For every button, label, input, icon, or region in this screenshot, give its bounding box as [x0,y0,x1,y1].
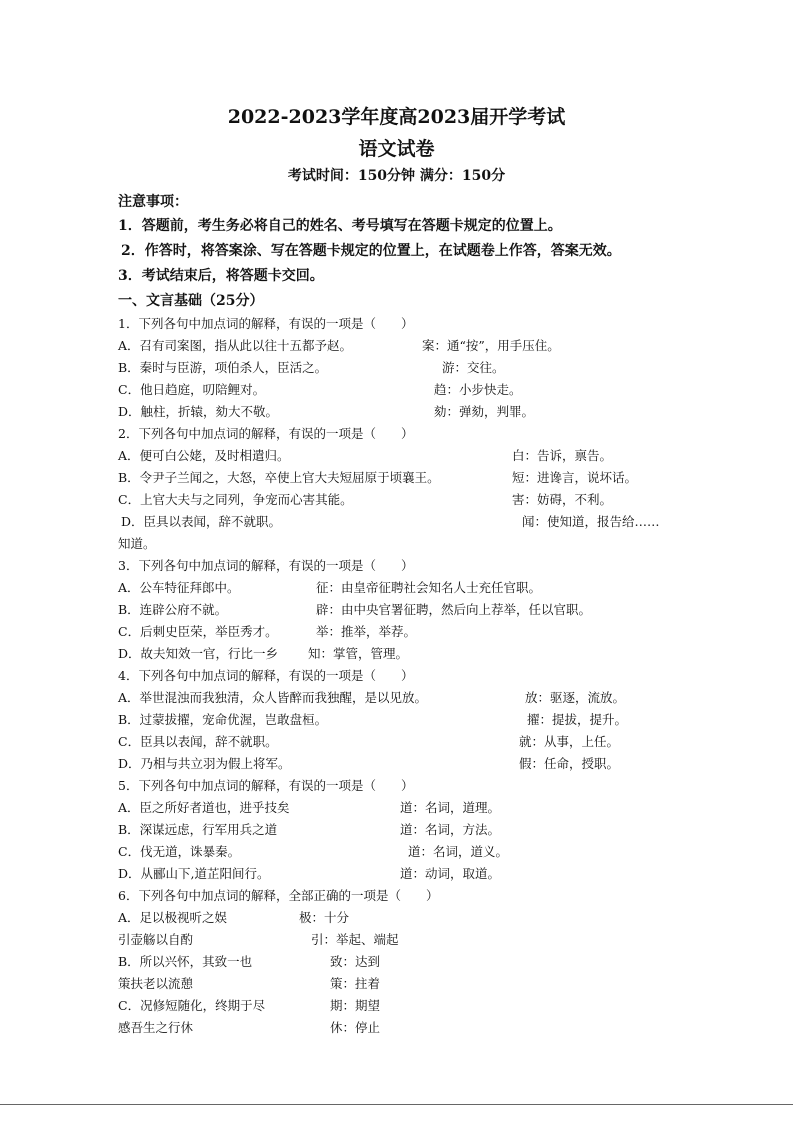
option-gloss: 白：告诉，禀告。 [512,448,613,463]
option-text: C．他日趋庭，叨陪鲤对。 [118,382,266,397]
option-text: A．臣之所好者道也，进乎技矣 [118,800,290,815]
option-text: C．伐无道，诛暴秦。 [118,844,241,859]
note-item: 1．答题前，考生务必将自己的姓名、考号填写在答题卡规定的位置上。 [118,218,562,234]
option-gloss: 短：进谗言，说坏话。 [512,470,638,485]
option-text: 策扶老以流憩 [118,976,194,991]
option-gloss: 举：推举，举荐。 [316,624,417,639]
option-text: A．公车特征拜郎中。 [118,580,240,595]
option-text: C．上官大夫与之同列，争宠而心害其能。 [118,492,353,507]
option-wrap: 知道。 [118,536,156,551]
page-bottom-divider [0,1104,793,1105]
option-gloss: 道：名词，道义。 [408,844,509,859]
option-text: C．况修短随化，终期于尽 [118,998,266,1013]
question-stem: 2．下列各句中加点词的解释，有误的一项是（ ） [118,426,414,441]
option-gloss: 期：期望 [330,998,381,1013]
question-stem: 4．下列各句中加点词的解释，有误的一项是（ ） [118,668,414,683]
exam-title: 2022-2023学年度高2023届开学考试 [227,106,566,128]
exam-info: 考试时间：150分钟 满分：150分 [287,168,506,184]
option-text: D．触柱，折辕，劾大不敬。 [118,404,279,419]
option-text: C．后刺史臣荣，举臣秀才。 [118,624,278,639]
option-text: B．深谋远虑，行军用兵之道 [118,822,278,837]
option-gloss: 就：从事，上任。 [519,734,620,749]
option-gloss: 闻：使知道，报告给…… [522,514,660,529]
option-text: C．臣具以表闻，辞不就职。 [118,734,278,749]
option-text: D．从郦山下,道芷阳间行。 [118,866,270,881]
question-stem: 3．下列各句中加点词的解释，有误的一项是（ ） [118,558,414,573]
option-text: B．秦时与臣游，项伯杀人，臣活之。 [118,360,328,375]
option-text: B．令尹子兰闻之，大怒，卒使上官大夫短屈原于顷襄王。 [118,470,440,485]
option-gloss: 假：任命，授职。 [519,756,620,771]
option-text: D．故夫知效一官，行比一乡 [118,646,279,661]
option-text: 感吾生之行休 [118,1020,194,1035]
option-gloss: 极：十分 [299,910,350,925]
option-gloss: 辟：由中央官署征聘，然后向上荐举，任以官职。 [316,602,592,617]
question-stem: 5．下列各句中加点词的解释，有误的一项是（ ） [118,778,414,793]
option-gloss: 休：停止 [330,1020,381,1035]
option-gloss: 擢：提拔，提升。 [527,712,628,727]
question-stem: 1．下列各句中加点词的解释，有误的一项是（ ） [118,316,414,331]
option-gloss: 害：妨碍，不利。 [512,492,613,507]
note-item: 2．作答时，将答案涂、写在答题卡规定的位置上，在试题卷上作答，答案无效。 [121,243,621,259]
option-text: B．过蒙拔擢，宠命优渥，岂敢盘桓。 [118,712,328,727]
option-gloss: 放：驱逐，流放。 [525,690,626,705]
option-text: B．连辟公府不就。 [118,602,228,617]
option-text: 引壶觞以自酌 [118,932,194,947]
exam-subject: 语文试卷 [358,138,435,160]
option-gloss: 道：名词，道理。 [400,800,501,815]
option-gloss: 道：名词，方法。 [400,822,501,837]
option-gloss: 致：达到 [330,954,381,969]
notes-heading: 注意事项： [118,194,188,210]
option-gloss: 游：交往。 [442,360,505,375]
option-text: A．召有司案图，指从此以往十五都予赵。 [118,338,353,353]
option-text: D．臣具以表闻，辞不就职。 [121,514,282,529]
option-gloss: 征：由皇帝征聘社会知名人士充任官职。 [316,580,542,595]
option-gloss: 劾：弹劾，判罪。 [434,404,535,419]
option-text: A．足以极视听之娱 [118,910,228,925]
option-gloss: 道：动词，取道。 [400,866,501,881]
section-heading: 一、文言基础（25分） [118,293,264,309]
option-text: A．便可白公姥，及时相遣归。 [118,448,290,463]
option-text: B．所以兴怀，其致一也 [118,954,253,969]
option-gloss: 案：通“按”，用手压住。 [422,338,560,353]
note-item: 3．考试结束后，将答题卡交回。 [118,268,324,284]
option-text: D．乃相与共立羽为假上将军。 [118,756,291,771]
option-text: A．举世混浊而我独清，众人皆醉而我独醒，是以见放。 [118,690,428,705]
option-gloss: 策：拄着 [330,976,381,991]
option-gloss: 引：举起、端起 [311,932,399,947]
option-gloss: 趋：小步快走。 [434,382,522,397]
question-stem: 6．下列各句中加点词的解释，全部正确的一项是（ ） [118,888,439,903]
option-gloss: 知：掌管，管理。 [308,646,409,661]
